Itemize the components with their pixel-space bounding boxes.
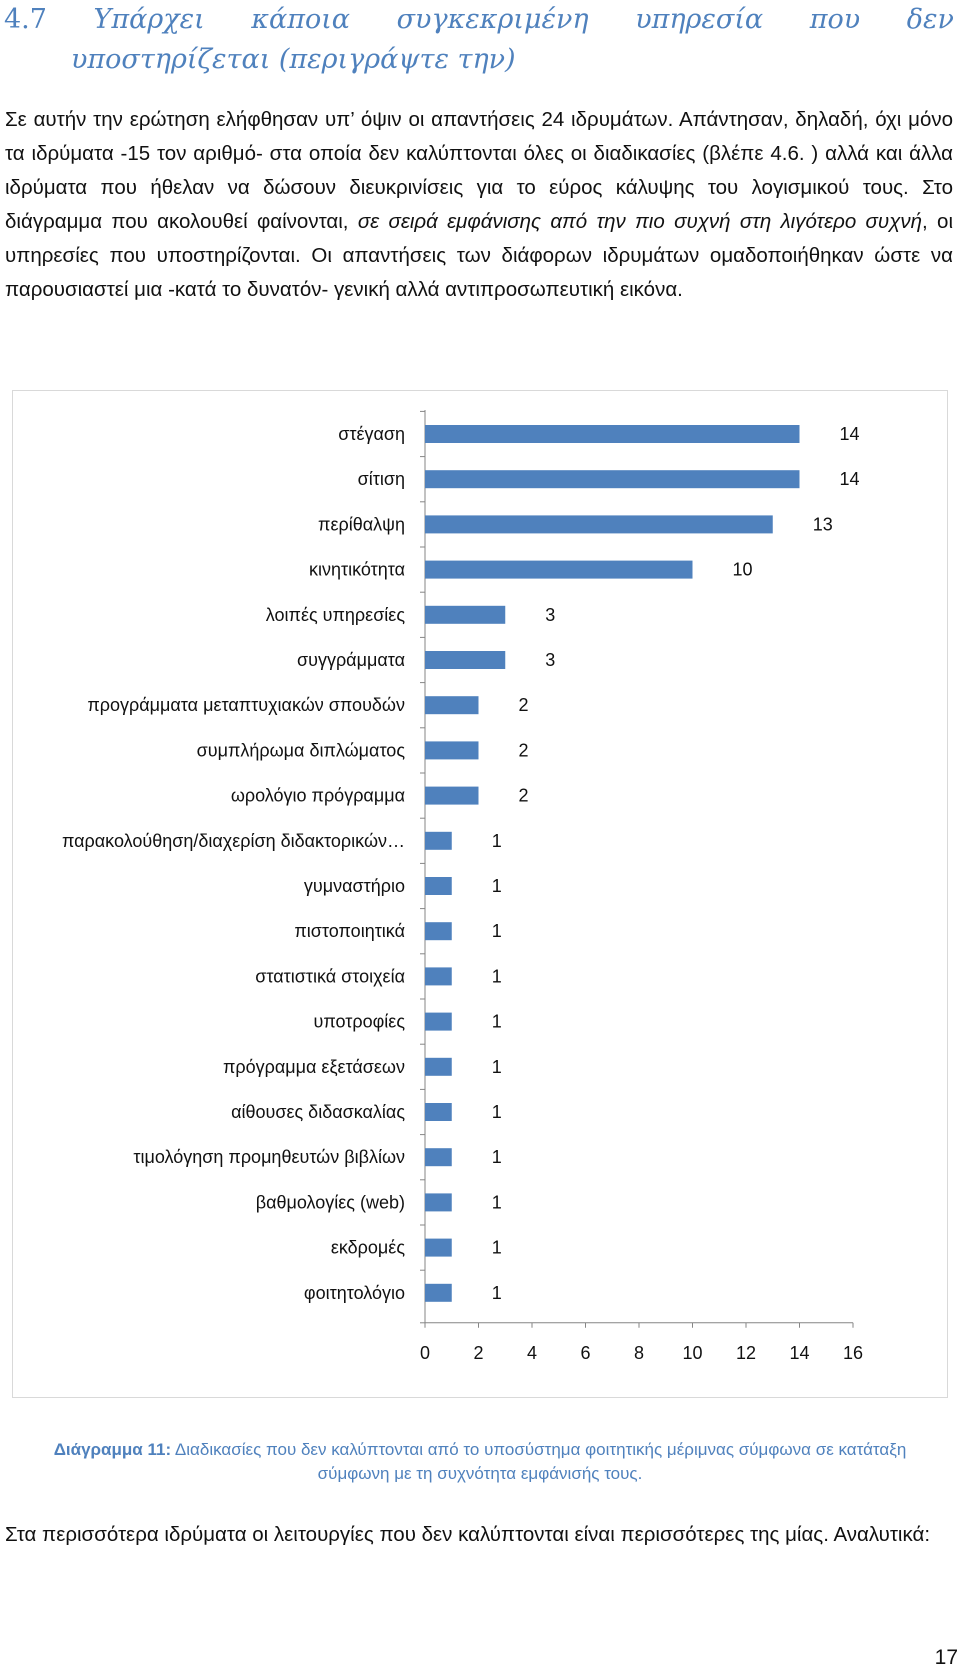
category-label: γυμναστήριο: [303, 876, 405, 896]
x-tick-label: 8: [633, 1342, 645, 1363]
x-tick-label: 4: [526, 1342, 538, 1363]
bar: [425, 787, 479, 805]
bar: [425, 1193, 452, 1211]
heading-word: δεν: [906, 4, 954, 35]
bar: [425, 1239, 452, 1257]
x-tick-label: 10: [682, 1342, 703, 1363]
bar: [425, 1058, 452, 1076]
outro-paragraph: Στα περισσότερα ιδρύματα οι λειτουργίες που δεν καλύπτονται είναι περισσότερες της μίας. Αναλυτικά:: [5, 1523, 931, 1546]
data-label: 1: [491, 1192, 502, 1213]
category-label: βαθμολογίες (web): [255, 1192, 405, 1213]
section-heading: [4, 0, 954, 80]
intro-emphasis: σε σειρά εμφάνισης από την πιο συχνή στη λιγότερο συχνή: [357, 210, 923, 233]
data-label: 13: [812, 514, 833, 535]
category-label: στέγαση: [338, 424, 405, 444]
data-label: 1: [491, 921, 502, 942]
bar-chart: [12, 390, 948, 1398]
bar: [425, 651, 505, 669]
data-label: 10: [732, 559, 753, 580]
category-label: τιμολόγηση προμηθευτών βιβλίων: [133, 1147, 405, 1168]
x-tick-label: 0: [419, 1342, 431, 1363]
bar: [425, 470, 800, 488]
heading-word: υπηρεσία: [635, 4, 764, 35]
x-tick-label: 14: [789, 1342, 810, 1363]
x-tick-label: 2: [473, 1342, 484, 1363]
category-label: αίθουσες διδασκαλίας: [231, 1102, 405, 1122]
heading-word: συγκεκριμένη: [396, 4, 589, 35]
category-label: σίτιση: [357, 469, 405, 490]
bar: [425, 696, 479, 714]
x-tick-label: 6: [580, 1342, 591, 1363]
data-label: 3: [545, 650, 556, 670]
category-label: ωρολόγιο πρόγραμμα: [230, 785, 405, 806]
caption-text: Διαδικασίες που δεν καλύπτονται από το υποσύστημα φοιτητικής μέριμνας σύμφωνα σε κατάταξη σύμφωνη με τη συχνότητα εμφάνισής τους.: [171, 1440, 907, 1483]
bar: [425, 1148, 452, 1166]
intro-text-2: , οι υπηρεσίες που υποστηρίζονται. Οι απαντήσεις των διάφορων ιδρυμάτων ομαδοποιήθηκαν ώστε να παρουσιαστεί μια -κατά το δυνατόν- γενική αλλά αντιπροσωπευτική εικόνα.: [5, 210, 953, 301]
heading-word: κάποια: [251, 4, 351, 35]
category-label: πιστοποιητικά: [294, 921, 405, 942]
bar: [425, 922, 452, 940]
x-tick-label: 16: [842, 1342, 864, 1363]
data-label: 1: [491, 876, 502, 896]
bar-chart-svg: [13, 391, 947, 1397]
bar: [425, 606, 505, 624]
bar: [425, 741, 479, 759]
intro-text-1: Σε αυτήν την ερώτηση ελήφθησαν υπ’ όψιν οι απαντήσεις 24 ιδρυμάτων. Απάντησαν, δηλαδή, όχι μόνο τα ιδρύματα -15 τον αριθμό- στα οποία δεν καλύπτονται όλες οι διαδικασίες (βλέπε 4.6. ) αλλά και άλλα ιδρύματα που ήθελαν να δώσουν διευκρινίσεις για το εύρος κάλυψης του λογισμικού τους. Στο διάγραμμα που ακολουθεί φαίνονται,: [5, 108, 953, 233]
data-label: 1: [491, 830, 502, 851]
section-number: 4.7: [4, 4, 47, 35]
heading-word: που: [809, 4, 861, 35]
x-tick-label: 12: [735, 1342, 757, 1363]
bar: [425, 1284, 452, 1302]
category-label: κινητικότητα: [308, 559, 405, 580]
category-label: προγράμματα μεταπτυχιακών σπουδών: [87, 695, 405, 716]
category-label: συμπλήρωμα διπλώματος: [196, 740, 405, 761]
data-label: 2: [518, 785, 529, 806]
bar: [425, 561, 693, 579]
data-label: 2: [518, 740, 529, 761]
category-label: πρόγραμμα εξετάσεων: [222, 1056, 405, 1077]
data-label: 14: [839, 469, 860, 490]
category-label: λοιπές υπηρεσίες: [265, 604, 405, 625]
bar: [425, 1103, 452, 1121]
data-label: 1: [491, 1011, 502, 1032]
category-label: φοιτητολόγιο: [303, 1282, 405, 1303]
heading-word: Υπάρχει: [93, 4, 205, 35]
bar: [425, 515, 773, 533]
data-label: 1: [491, 1237, 502, 1258]
intro-paragraph: [5, 103, 953, 307]
section-heading-line2: υποστηρίζεται (περιγράψτε την): [71, 44, 516, 75]
data-label: 3: [545, 604, 556, 625]
category-label: στατιστικά στοιχεία: [255, 966, 405, 987]
data-label: 1: [491, 1102, 502, 1122]
data-label: 1: [491, 966, 502, 987]
data-label: 2: [518, 695, 529, 716]
bar: [425, 967, 452, 985]
data-label: 1: [491, 1147, 502, 1168]
category-label: υποτροφίες: [313, 1011, 405, 1032]
data-label: 14: [839, 424, 860, 444]
category-label: περίθαλψη: [318, 514, 405, 535]
bar: [425, 425, 800, 443]
data-label: 1: [491, 1056, 502, 1077]
caption-label: Διάγραμμα 11:: [53, 1440, 172, 1459]
category-label: συγγράμματα: [296, 650, 405, 670]
bar: [425, 1013, 452, 1031]
bar: [425, 832, 452, 850]
data-label: 1: [491, 1282, 502, 1303]
page-number: 17: [934, 1646, 958, 1669]
category-label: παρακολούθηση/διαχερίση διδακτορικών…: [61, 830, 405, 851]
figure-caption: [20, 1438, 940, 1486]
bar: [425, 877, 452, 895]
category-label: εκδρομές: [330, 1237, 405, 1258]
